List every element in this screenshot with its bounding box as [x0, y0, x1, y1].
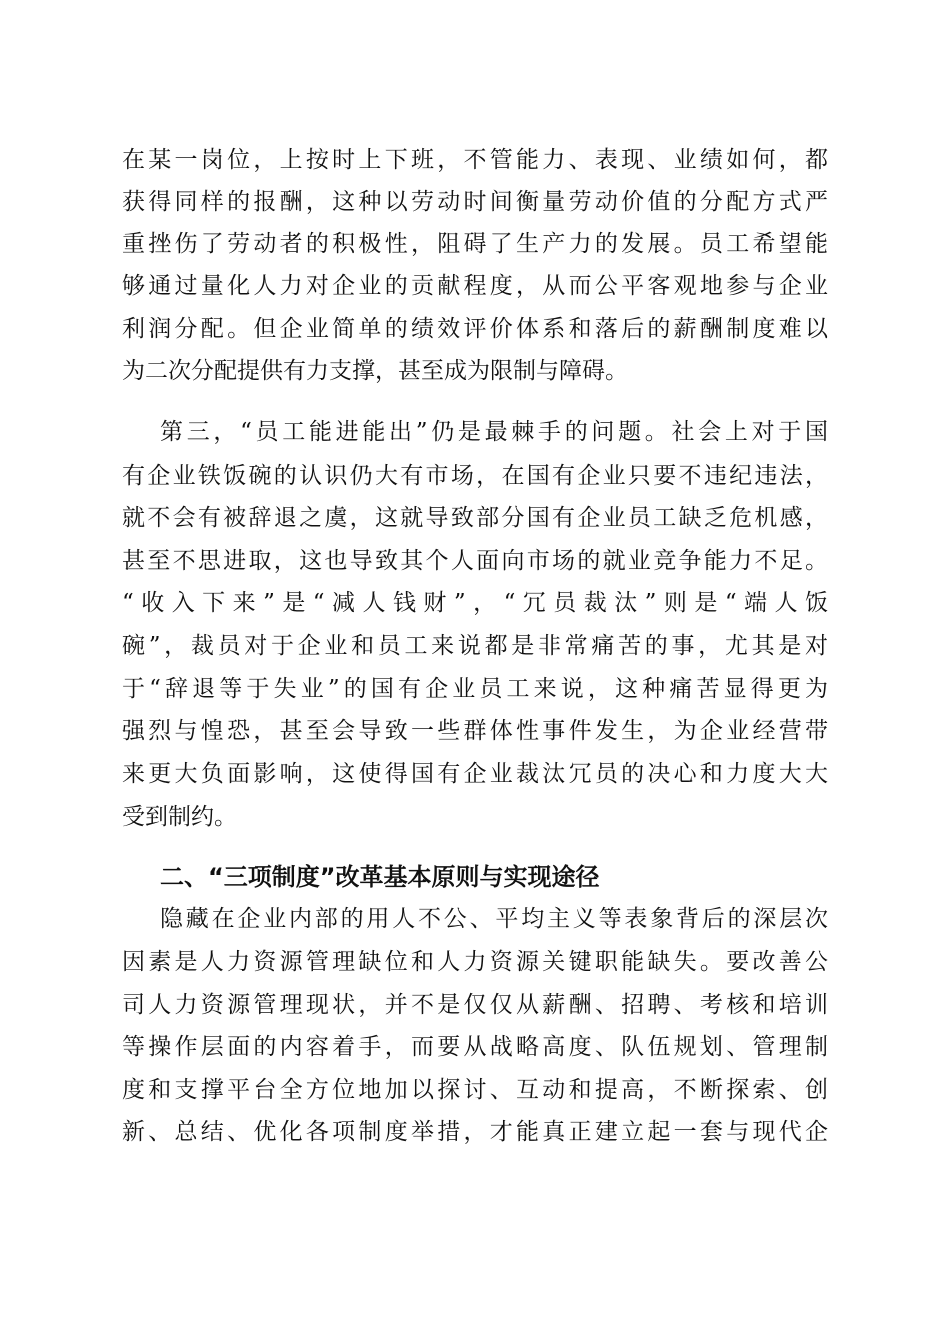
paragraph-line: 第三，“员工能进能出”仍是最棘手的问题。社会上对于国	[160, 419, 828, 445]
paragraph-line: 来更大负面影响，这使得国有企业裁汰冗员的决心和力度大大	[122, 761, 828, 787]
paragraph-line: 利润分配。但企业简单的绩效评价体系和落后的薪酬制度难以	[122, 316, 828, 342]
paragraph-line: 于“辞退等于失业”的国有企业员工来说，这种痛苦显得更为	[122, 676, 828, 702]
paragraph-line: 获得同样的报酬，这种以劳动时间衡量劳动价值的分配方式严	[122, 189, 828, 215]
paragraph-line: 甚至不思进取，这也导致其个人面向市场的就业竞争能力不足。	[122, 548, 828, 574]
paragraph-line: 隐藏在企业内部的用人不公、平均主义等表象背后的深层次	[160, 906, 828, 932]
paragraph-line: 受到制约。	[122, 804, 237, 830]
paragraph-line: 新、总结、优化各项制度举措，才能真正建立起一套与现代企	[122, 1119, 828, 1145]
paragraph-line: “收入下来”是“减人钱财”，“冗员裁汰”则是“端人饭	[122, 590, 828, 616]
paragraph-line: 在某一岗位，上按时上下班，不管能力、表现、业绩如何，都	[122, 147, 828, 173]
paragraph-line: 有企业铁饭碗的认识仍大有市场，在国有企业只要不违纪违法，	[122, 463, 828, 489]
section-heading: 二、“三项制度”改革基本原则与实现途径	[160, 863, 600, 891]
paragraph-line: 够通过量化人力对企业的贡献程度，从而公平客观地参与企业	[122, 273, 828, 299]
paragraph-line: 等操作层面的内容着手，而要从战略高度、队伍规划、管理制	[122, 1034, 828, 1060]
paragraph-line: 重挫伤了劳动者的积极性，阻碍了生产力的发展。员工希望能	[122, 231, 828, 257]
paragraph-line: 为二次分配提供有力支撑，甚至成为限制与障碍。	[122, 358, 628, 384]
paragraph-line: 就不会有被辞退之虞，这就导致部分国有企业员工缺乏危机感，	[122, 505, 828, 531]
paragraph-line: 度和支撑平台全方位地加以探讨、互动和提高，不断探索、创	[122, 1077, 828, 1103]
paragraph-line: 司人力资源管理现状，并不是仅仅从薪酬、招聘、考核和培训	[122, 992, 828, 1018]
paragraph-line: 强烈与惶恐，甚至会导致一些群体性事件发生，为企业经营带	[122, 718, 828, 744]
paragraph-line: 碗”，裁员对于企业和员工来说都是非常痛苦的事，尤其是对	[122, 633, 828, 659]
paragraph-line: 因素是人力资源管理缺位和人力资源关键职能缺失。要改善公	[122, 949, 828, 975]
